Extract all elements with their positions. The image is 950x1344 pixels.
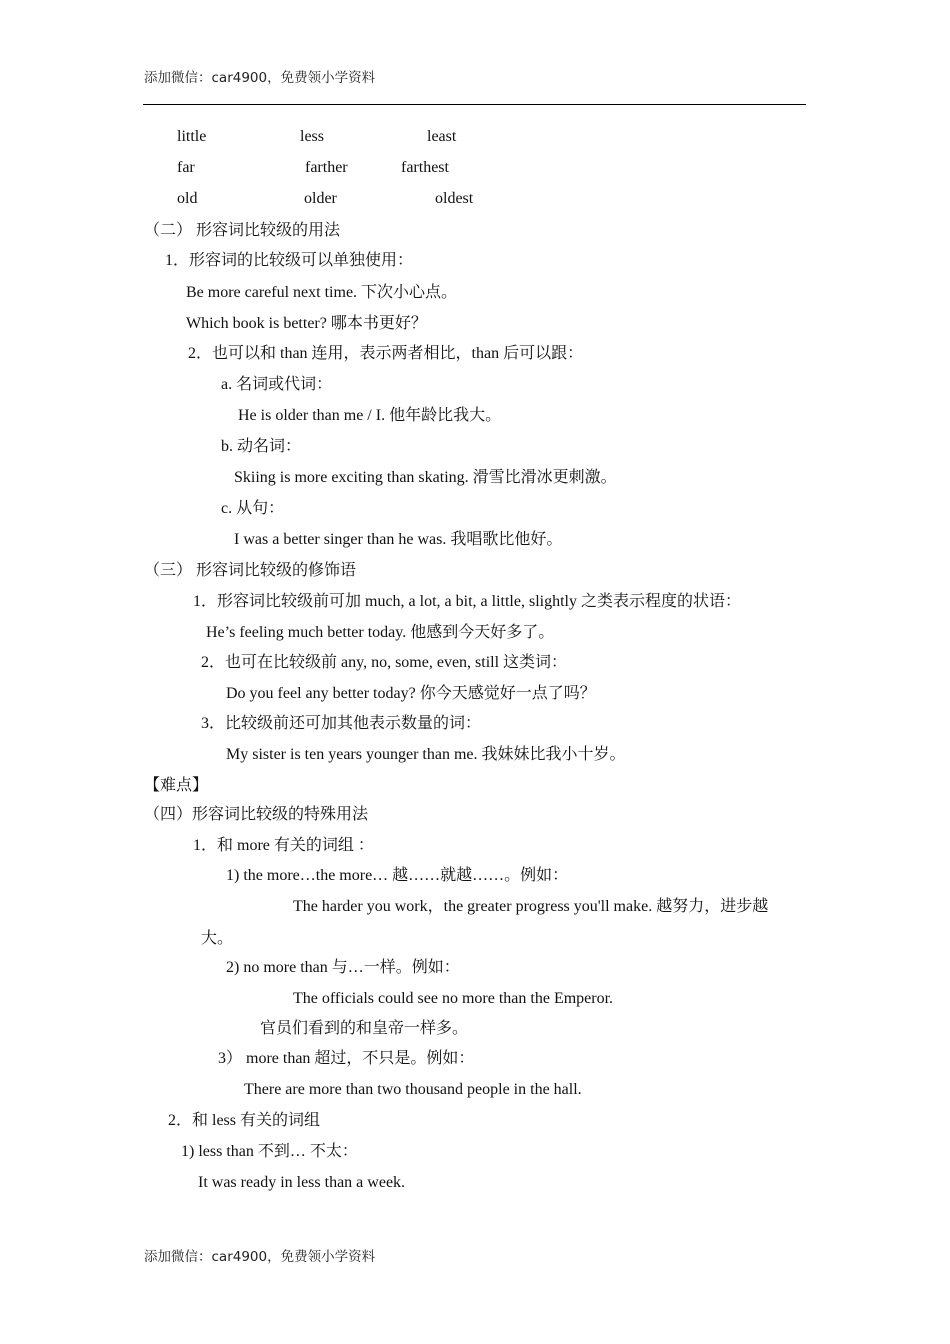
section3-example3: My sister is ten years younger than me. 我妹妹比我小十岁。 xyxy=(226,746,626,763)
table-cell-base: little xyxy=(177,128,207,145)
table-cell-superlative: oldest xyxy=(435,190,474,207)
section4-item3: 3） more than 超过，不只是。例如： xyxy=(218,1050,475,1067)
difficulty-label: 【难点】 xyxy=(144,777,209,794)
section4-point1: 1．和 more 有关的词组 ： xyxy=(193,837,374,854)
table-cell-base: far xyxy=(177,159,195,176)
table-cell-superlative: farthest xyxy=(401,159,449,176)
section2-c-example: I was a better singer than he was. 我唱歌比他好。 xyxy=(234,531,563,548)
section4-item2: 2) no more than 与…一样。例如： xyxy=(226,959,460,976)
section2-point1: 1．形容词的比较级可以单独使用： xyxy=(165,252,414,269)
section4-item2-example-cn: 官员们看到的和皇帝一样多。 xyxy=(260,1020,469,1037)
table-cell-comparative: farther xyxy=(305,159,348,176)
section4-point2: 2．和 less 有关的词组 xyxy=(168,1112,321,1129)
section4-item2-example-en: The officials could see no more than the Emperor. xyxy=(293,990,614,1007)
table-cell-superlative: least xyxy=(427,128,457,145)
table-cell-comparative: less xyxy=(300,128,324,145)
section2-point2: 2．也可以和 than 连用，表示两者相比，than 后可以跟： xyxy=(188,345,584,362)
section4-item3-example: There are more than two thousand people in the hall. xyxy=(244,1081,582,1098)
section4-less-item1: 1) less than 不到… 不太： xyxy=(181,1143,358,1160)
section2-b-label: b. 动名词： xyxy=(221,438,302,455)
section3-example2: Do you feel any better today? 你今天感觉好一点了吗？ xyxy=(226,685,596,702)
section2-c-label: c. 从句： xyxy=(221,500,285,517)
page-footer: 添加微信：car4900，免费领小学资料 xyxy=(144,1249,376,1265)
section3-example1: He’s feeling much better today. 他感到今天好多了。 xyxy=(206,624,555,641)
section2-heading: （二） 形容词比较级的用法 xyxy=(144,222,341,239)
section2-example2: Which book is better? 哪本书更好？ xyxy=(186,315,427,332)
section4-heading: （四）形容词比较级的特殊用法 xyxy=(144,806,369,823)
section3-point2: 2．也可在比较级前 any, no, some, even, still 这类词： xyxy=(201,654,568,671)
section3-point1: 1．形容词比较级前可加 much, a lot, a bit, a little, slightly 之类表示程度的状语： xyxy=(193,593,741,610)
section4-item1: 1) the more…the more… 越……就越……。例如： xyxy=(226,867,569,884)
section4-item1-example: The harder you work，the greater progress you'll make. 越努力，进步越 xyxy=(293,898,769,915)
page-header: 添加微信：car4900，免费领小学资料 xyxy=(144,70,376,86)
section2-a-label: a. 名词或代词： xyxy=(221,376,333,393)
section4-item1-example-cont: 大。 xyxy=(201,930,234,947)
section3-point3: 3．比较级前还可加其他表示数量的词： xyxy=(201,715,482,732)
section4-less-item1-example: It was ready in less than a week. xyxy=(198,1174,406,1191)
header-rule xyxy=(143,104,806,105)
section3-heading: （三） 形容词比较级的修饰语 xyxy=(144,562,357,579)
section2-example1: Be more careful next time. 下次小心点。 xyxy=(186,284,458,301)
section2-a-example: He is older than me / I. 他年龄比我大。 xyxy=(238,407,502,424)
section2-b-example: Skiing is more exciting than skating. 滑雪比滑冰更刺激。 xyxy=(234,469,617,486)
table-cell-base: old xyxy=(177,190,198,207)
table-cell-comparative: older xyxy=(304,190,337,207)
